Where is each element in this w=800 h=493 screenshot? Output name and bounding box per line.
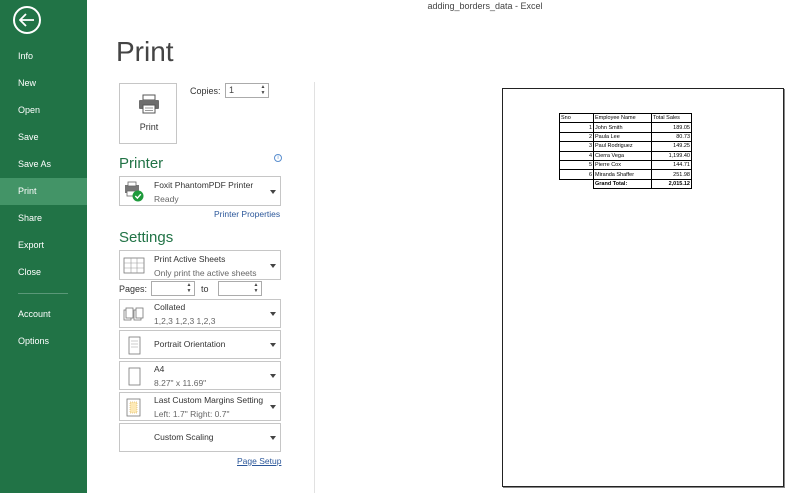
chevron-down-icon <box>270 312 276 316</box>
cell-name: Miranda Shaffer <box>594 170 652 179</box>
cell-sno: 4 <box>560 151 594 160</box>
table-row <box>560 151 692 160</box>
info-icon[interactable]: i <box>274 154 282 162</box>
paper-size-main: A4 <box>154 364 165 374</box>
pages-label: Pages: <box>119 284 148 294</box>
pages-to-spinner[interactable] <box>252 282 260 295</box>
cell-name: Pierre Cox <box>594 160 652 169</box>
print-what-main: Print Active Sheets <box>154 254 226 264</box>
sidebar-item-new[interactable]: New <box>18 78 37 88</box>
table-header-row <box>560 114 692 123</box>
sidebar-item-account[interactable]: Account <box>18 309 51 319</box>
cell-name: Cierra Vega <box>594 151 652 160</box>
margins-main: Last Custom Margins Setting <box>154 395 264 405</box>
collation-main: Collated <box>154 302 186 312</box>
printer-properties-link[interactable]: Printer Properties <box>214 209 281 219</box>
header-employee-name: Employee Name <box>594 114 652 123</box>
chevron-down-icon <box>270 405 276 409</box>
chevron-down-icon <box>270 264 276 268</box>
cell-sno: 1 <box>560 123 594 132</box>
copies-label: Copies: <box>190 86 221 96</box>
spin-up-icon[interactable]: ▲ <box>186 282 192 288</box>
sidebar-item-share[interactable]: Share <box>18 213 43 223</box>
margins-sub: Left: 1.7" Right: 0.7" <box>154 409 230 419</box>
table-row <box>560 132 692 141</box>
spin-down-icon[interactable]: ▼ <box>186 288 192 294</box>
printer-status: Ready <box>154 194 179 204</box>
sidebar-item-close[interactable]: Close <box>18 267 42 277</box>
printer-ready-icon <box>123 181 145 203</box>
cell-name: John Smith <box>594 123 652 132</box>
preview-table <box>559 113 692 189</box>
cell-sales: 251.98 <box>652 170 692 179</box>
chevron-down-icon <box>270 374 276 378</box>
cell-sales: 80.73 <box>652 132 692 141</box>
window-title: adding_borders_data - Excel <box>427 1 543 11</box>
table-row <box>560 160 692 169</box>
sidebar-item-open[interactable]: Open <box>18 105 41 115</box>
printer-dropdown[interactable] <box>119 176 281 206</box>
table-row <box>560 123 692 132</box>
spin-down-icon[interactable]: ▼ <box>253 288 259 294</box>
orientation-dropdown[interactable] <box>119 330 281 359</box>
header-sno: Sno <box>560 114 594 123</box>
margins-dropdown[interactable] <box>119 392 281 421</box>
print-button[interactable] <box>119 83 177 144</box>
collated-icon <box>123 304 145 326</box>
spin-down-icon[interactable]: ▼ <box>260 90 266 96</box>
cell-sales: 149.25 <box>652 142 692 151</box>
cell-sales: 144.71 <box>652 160 692 169</box>
margins-icon <box>123 397 145 419</box>
spin-up-icon[interactable]: ▲ <box>260 84 266 90</box>
settings-heading: Settings <box>119 229 174 246</box>
print-what-dropdown[interactable] <box>119 250 281 280</box>
copies-input[interactable] <box>225 83 269 98</box>
sidebar-item-print[interactable]: Print <box>0 178 87 205</box>
cell-sno: 6 <box>560 170 594 179</box>
chevron-down-icon <box>270 190 276 194</box>
header-total-sales: Total Sales <box>652 114 692 123</box>
table-total-row <box>560 179 692 188</box>
grand-total-value: 2,015.12 <box>652 179 692 188</box>
sheet-icon <box>123 255 145 277</box>
cell-sales: 189.05 <box>652 123 692 132</box>
panel-divider <box>314 82 315 493</box>
page-setup-link[interactable]: Page Setup <box>237 456 282 466</box>
pages-from-spinner[interactable] <box>185 282 193 295</box>
sidebar-item-export[interactable]: Export <box>18 240 45 250</box>
portrait-page-icon <box>123 335 145 357</box>
cell-sno: 2 <box>560 132 594 141</box>
pages-to-label: to <box>201 284 209 294</box>
collation-dropdown[interactable] <box>119 299 281 328</box>
page-title: Print <box>116 36 174 67</box>
sidebar-divider <box>18 293 68 294</box>
pages-to-input[interactable] <box>218 281 262 296</box>
cell-sno: 5 <box>560 160 594 169</box>
chevron-down-icon <box>270 436 276 440</box>
cell-empty <box>560 179 594 188</box>
scaling-dropdown[interactable] <box>119 423 281 452</box>
printer-name: Foxit PhantomPDF Printer <box>154 180 254 190</box>
sidebar-item-options[interactable]: Options <box>18 336 50 346</box>
spin-up-icon[interactable]: ▲ <box>253 282 259 288</box>
sidebar-item-info[interactable]: Info <box>18 51 34 61</box>
sidebar-item-save-as[interactable]: Save As <box>18 159 52 169</box>
chevron-down-icon <box>270 343 276 347</box>
collation-sub: 1,2,3 1,2,3 1,2,3 <box>154 316 216 326</box>
copies-value: 1 <box>229 85 235 95</box>
printer-icon <box>138 94 160 114</box>
pages-from-input[interactable] <box>151 281 195 296</box>
paper-size-dropdown[interactable] <box>119 361 281 390</box>
print-preview-page <box>502 88 784 487</box>
table-row <box>560 170 692 179</box>
table-row <box>560 142 692 151</box>
printer-heading: Printer <box>119 155 164 172</box>
cell-name: Paul Rodriguez <box>594 142 652 151</box>
paper-size-sub: 8.27" x 11.69" <box>154 378 207 388</box>
cell-sales: 1,199.40 <box>652 151 692 160</box>
backstage-sidebar <box>0 0 87 493</box>
copies-spinner[interactable] <box>259 84 267 97</box>
grand-total-label: Grand Total: <box>594 179 652 188</box>
cell-name: Paula Lee <box>594 132 652 141</box>
sidebar-item-save[interactable]: Save <box>18 132 39 142</box>
print-button-label: Print <box>139 122 159 132</box>
orientation-main: Portrait Orientation <box>154 339 226 349</box>
paper-size-icon <box>123 366 145 388</box>
cell-sno: 3 <box>560 142 594 151</box>
scaling-main: Custom Scaling <box>154 432 214 442</box>
print-what-sub: Only print the active sheets <box>154 268 257 278</box>
